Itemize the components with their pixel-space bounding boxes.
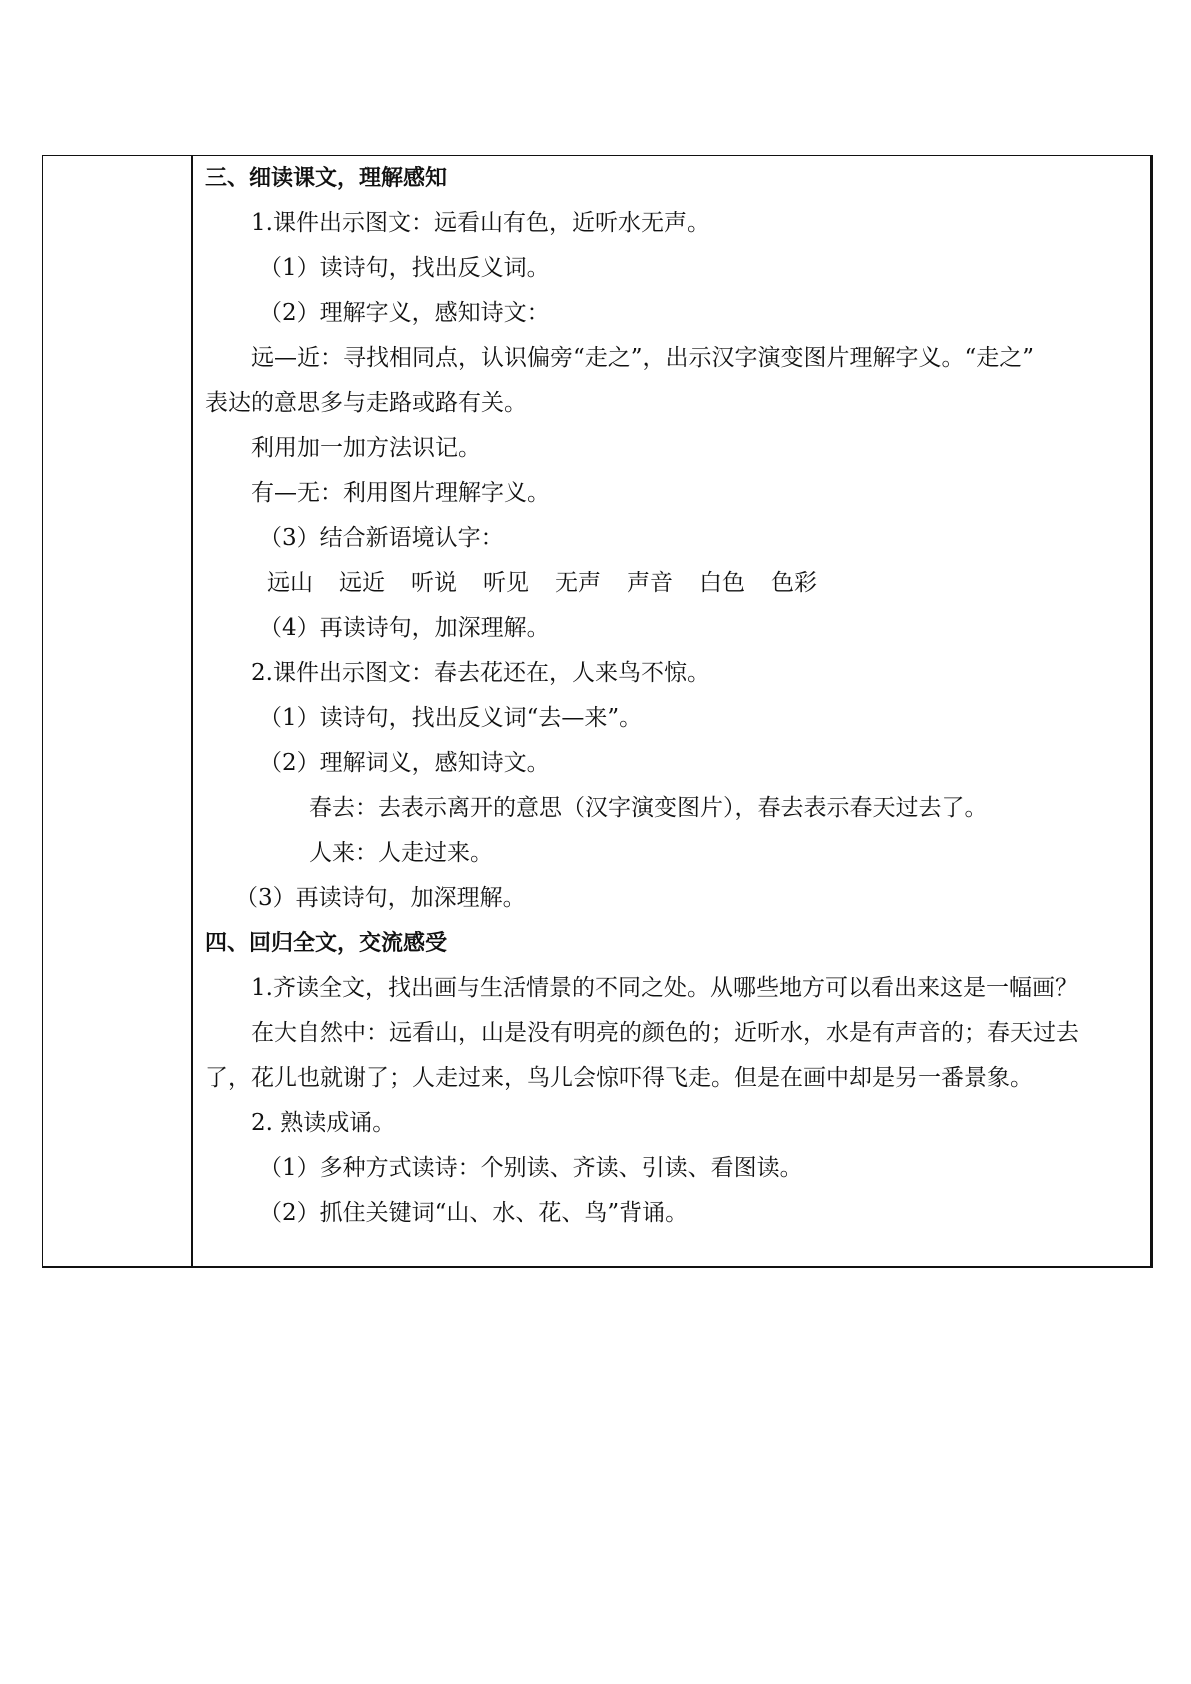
word-item: 无声 xyxy=(555,570,601,596)
word-item: 声音 xyxy=(627,570,673,596)
word-item: 远近 xyxy=(339,570,385,596)
section-3-item-2-2-a: 春去：去表示离开的意思（汉字演变图片），春去表示春天过去了。 xyxy=(309,795,988,821)
section-4-heading: 四、回归全文，交流感受 xyxy=(205,931,448,956)
lesson-plan-table xyxy=(42,155,1153,1268)
section-4-item-2: 2. 熟读成诵。 xyxy=(251,1110,396,1136)
section-4-item-2-1: （1）多种方式读诗：个别读、齐读、引读、看图读。 xyxy=(259,1155,803,1181)
section-3-item-2-3: （3）再读诗句，加深理解。 xyxy=(235,885,526,911)
section-4-item-1-a-line2: 了，花儿也就谢了；人走过来，鸟儿会惊吓得飞走。但是在画中却是另一番景象。 xyxy=(205,1065,1033,1091)
section-3-item-1-2-c: 有—无：利用图片理解字义。 xyxy=(251,480,550,506)
word-item: 远山 xyxy=(267,570,313,596)
section-3-item-2-1: （1）读诗句，找出反义词“去—来”。 xyxy=(259,705,643,731)
word-item: 色彩 xyxy=(771,570,817,596)
section-4-item-1-a-line1: 在大自然中：远看山，山是没有明亮的颜色的；近听水，水是有声音的；春天过去 xyxy=(251,1020,1079,1046)
section-3-item-1-4: （4）再读诗句，加深理解。 xyxy=(259,615,550,641)
section-3-item-1-3: （3）结合新语境认字： xyxy=(259,525,504,551)
lesson-content-cell xyxy=(205,156,1142,1236)
section-3-item-2-2: （2）理解词义，感知诗文。 xyxy=(259,750,550,776)
section-3-item-1-2-a-line1: 远—近：寻找相同点，认识偏旁“走之”，出示汉字演变图片理解字义。“走之” xyxy=(251,345,1035,371)
column-divider xyxy=(191,156,193,1266)
section-3-item-2: 2.课件出示图文：春去花还在，人来鸟不惊。 xyxy=(251,660,710,686)
section-3-item-1-2-a-line2: 表达的意思多与走路或路有关。 xyxy=(205,390,527,416)
word-item: 听见 xyxy=(483,570,529,596)
section-4-item-2-2: （2）抓住关键词“山、水、花、鸟”背诵。 xyxy=(259,1200,689,1226)
section-3-item-1-2: （2）理解字义，感知诗文： xyxy=(259,300,550,326)
section-3-heading: 三、细读课文，理解感知 xyxy=(205,166,448,191)
word-item: 白色 xyxy=(699,570,745,596)
word-list xyxy=(205,561,1142,606)
section-3-item-2-2-b: 人来：人走过来。 xyxy=(309,840,493,866)
section-3-item-1: 1.课件出示图文：远看山有色，近听水无声。 xyxy=(251,210,710,236)
section-3-item-1-2-b: 利用加一加方法识记。 xyxy=(251,435,481,461)
section-3-item-1-1: （1）读诗句，找出反义词。 xyxy=(259,255,550,281)
word-item: 听说 xyxy=(411,570,457,596)
section-4-item-1: 1.齐读全文，找出画与生活情景的不同之处。从哪些地方可以看出来这是一幅画？ xyxy=(251,975,1078,1001)
